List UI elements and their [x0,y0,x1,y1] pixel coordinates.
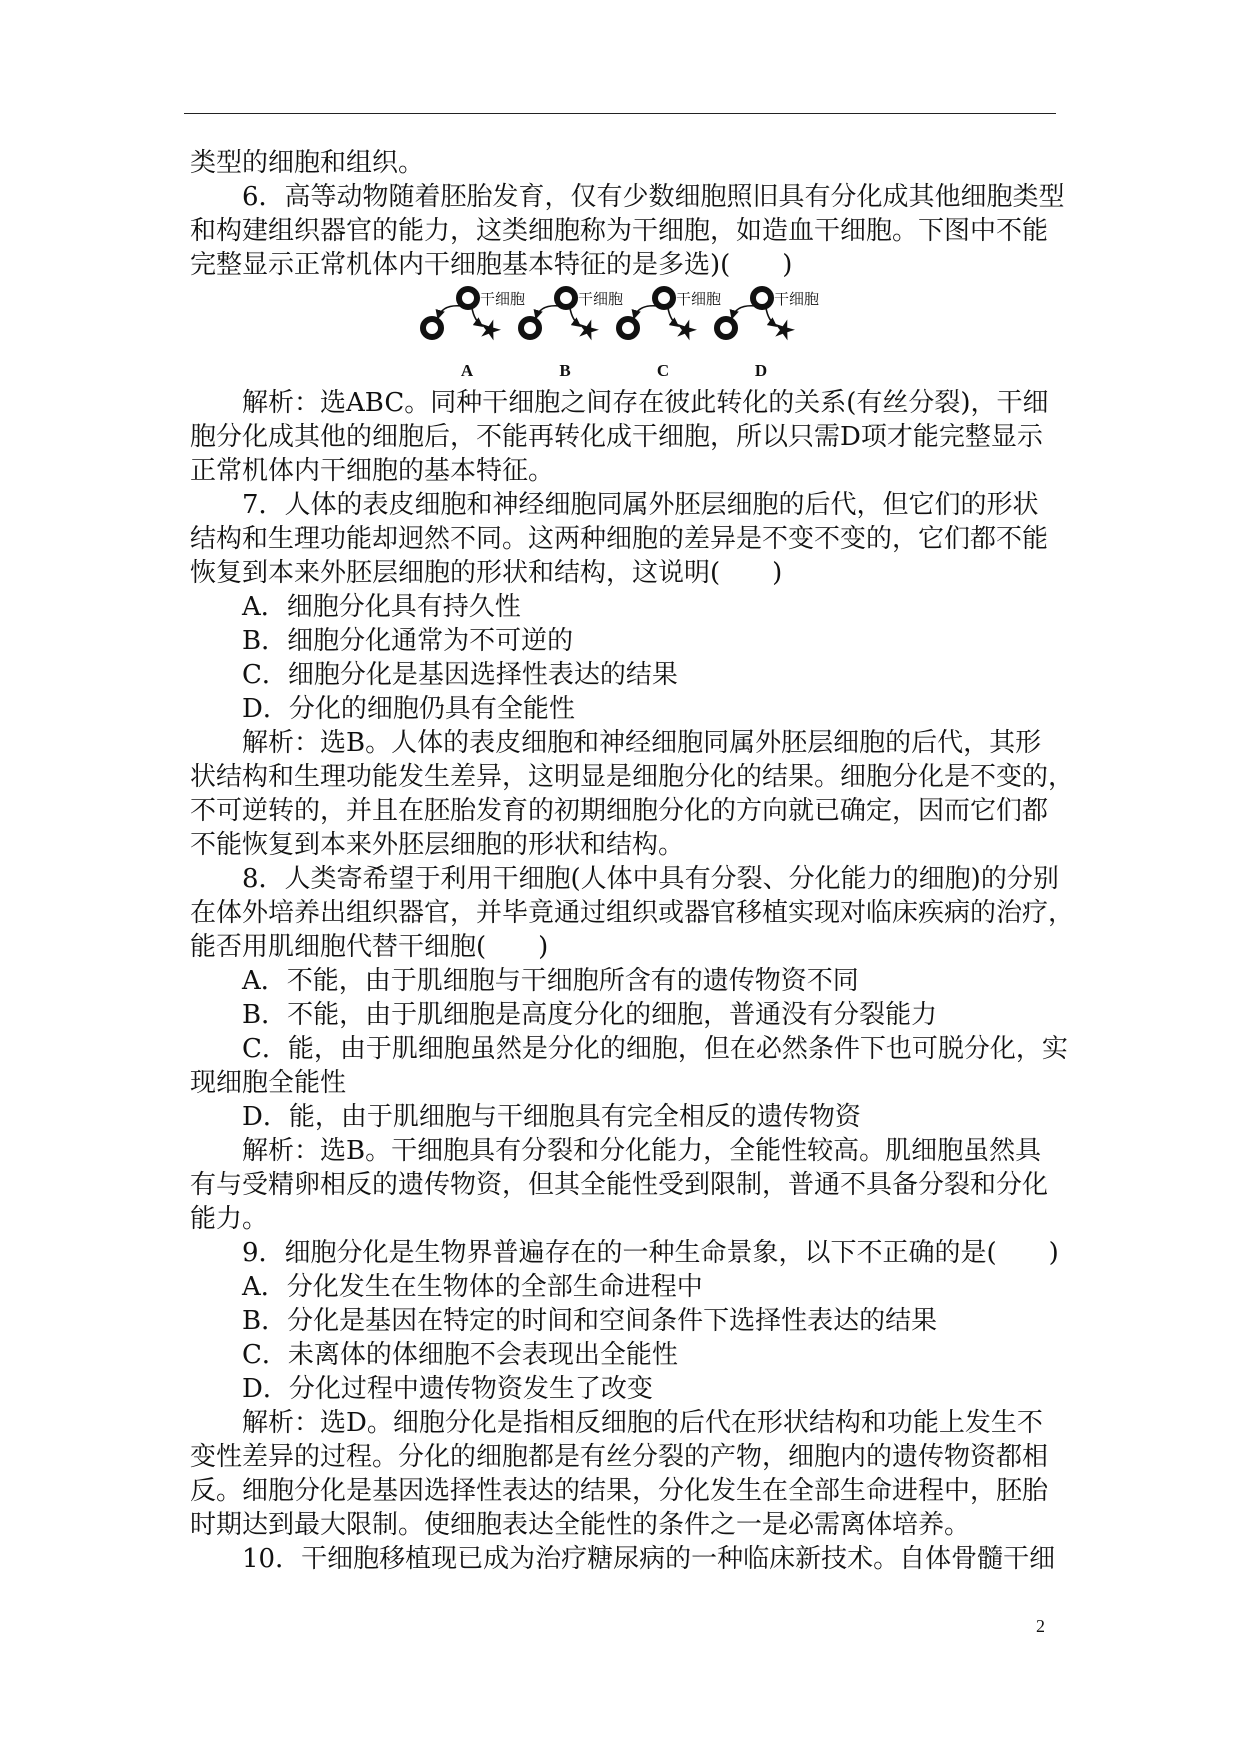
text-line: C．能，由于肌细胞虽然是分化的细胞，但在必然条件下也可脱分化，实 [242,1034,1068,1064]
arrow-to-cell [634,306,658,318]
text-line: B．细胞分化通常为不可逆的 [242,626,574,656]
panel-label: C [656,361,670,380]
panel-label: A [460,361,474,380]
stem-cell-icon [655,289,673,307]
text-line: D．分化的细胞仍具有全能性 [242,694,575,724]
text-line: 恢复到本来外胚层细胞的形状和结构，这说明( ) [190,558,783,588]
text-line: C．细胞分化是基因选择性表达的结果 [242,660,678,690]
arrow-to-cell [732,306,756,318]
text-line: 9．细胞分化是生物界普遍存在的一种生命景象，以下不正确的是( ) [242,1238,1059,1268]
text-line: 7．人体的表皮细胞和神经细胞同属外胚层细胞的后代，但它们的形状 [242,490,1039,520]
text-line: 有与受精卵相反的遗传物资，但其全能性受到限制，普通不具备分裂和分化 [190,1170,1049,1200]
text-line: A．分化发生在生物体的全部生命进程中 [242,1272,703,1302]
text-line: 解析：选D。细胞分化是指相反细胞的后代在形状结构和功能上发生不 [242,1408,1043,1438]
text-line: A．不能，由于肌细胞与干细胞所含有的遗传物资不同 [242,966,859,996]
text-line: B．分化是基因在特定的时间和空间条件下选择性表达的结果 [242,1306,938,1336]
text-line: 现细胞全能性 [190,1068,347,1098]
text-line: 正常机体内干细胞的基本特征。 [190,456,555,486]
text-block-before-figure [190,146,1065,282]
text-line: D．能，由于肌细胞与干细胞具有完全相反的遗传物资 [242,1102,861,1132]
text-line: B．不能，由于肌细胞是高度分化的细胞，普通没有分裂能力 [242,1000,938,1030]
differentiated-cell-icon [481,320,501,341]
panel-label: D [754,361,768,380]
text-line: 不能恢复到本来外胚层细胞的形状和结构。 [190,830,685,860]
text-line: 时期达到最大限制。使细胞表达全能性的条件之一是必需离体培养。 [190,1510,971,1540]
text-line: 解析：选B。干细胞具有分裂和分化能力，全能性较高。肌细胞虽然具 [242,1136,1042,1166]
header-rule [184,113,1056,114]
panel-label: B [559,361,571,380]
stem-cell-diagram [420,286,840,384]
text-line: 反。细胞分化是基因选择性表达的结果，分化发生在全部生命进程中，胚胎 [190,1476,1049,1506]
stem-cell-label: 干细胞 [774,290,820,308]
text-line: 变性差异的过程。分化的细胞都是有丝分裂的产物，细胞内的遗传物资都相 [190,1442,1049,1472]
arrow-to-cell [438,306,462,318]
stem-cell-icon [459,289,477,307]
stem-cell-figure [190,286,1050,384]
text-line: C．未离体的体细胞不会表现出全能性 [242,1340,678,1370]
text-line: 状结构和生理功能发生差异，这明显是细胞分化的结果。细胞分化是不变的， [190,762,1075,792]
text-line: 解析：选ABC。同种干细胞之间存在彼此转化的关系(有丝分裂)，干细 [242,388,1049,418]
arrow-to-differentiated [570,308,580,326]
text-line: A．细胞分化具有持久性 [242,592,521,622]
arrow-to-differentiated [766,308,776,326]
text-line: 8．人类寄希望于利用干细胞(人体中具有分裂、分化能力的细胞)的分别 [242,864,1059,894]
arrow-to-cell [536,306,560,318]
document-body [190,146,1075,1576]
text-line: 不可逆转的，并且在胚胎发育的初期细胞分化的方向就已确定，因而它们都 [190,796,1049,826]
text-line: 胞分化成其他的细胞后，不能再转化成干细胞，所以只需D项才能完整显示 [190,422,1043,452]
differentiated-cell-icon [579,320,599,341]
text-line: 能力。 [190,1204,269,1234]
stem-cell-label: 干细胞 [578,290,624,308]
text-block-after-figure [190,386,1075,1576]
cell-icon [423,319,441,337]
stem-cell-icon [753,289,771,307]
text-line: 在体外培养出组织器官，并毕竟通过组织或器官移植实现对临床疾病的治疗， [190,898,1075,928]
stem-cell-label: 干细胞 [480,290,526,308]
cell-icon [717,319,735,337]
stem-cell-icon [557,289,575,307]
cell-icon [619,319,637,337]
page-number: 2 [1036,1616,1045,1636]
text-line: D．分化过程中遗传物资发生了改变 [242,1374,653,1404]
cell-icon [521,319,539,337]
arrow-to-differentiated [472,308,482,326]
differentiated-cell-icon [677,320,697,341]
text-line: 结构和生理功能却迥然不同。这两种细胞的差异是不变不变的，它们都不能 [190,524,1049,554]
text-line: 完整显示正常机体内干细胞基本特征的是多选)( ) [190,250,793,280]
text-line: 和构建组织器官的能力，这类细胞称为干细胞，如造血干细胞。下图中不能 [190,216,1049,246]
arrow-to-differentiated [668,308,678,326]
text-line: 解析：选B。人体的表皮细胞和神经细胞同属外胚层细胞的后代，其形 [242,728,1042,758]
text-line: 类型的细胞和组织。 [190,148,425,178]
text-line: 6．高等动物随着胚胎发育，仅有少数细胞照旧具有分化成其他细胞类型 [242,182,1065,212]
stem-cell-label: 干细胞 [676,290,722,308]
text-line: 能否用肌细胞代替干细胞( ) [190,932,549,962]
differentiated-cell-icon [775,320,795,341]
text-line: 10．干细胞移植现已成为治疗糖尿病的一种临床新技术。自体骨髓干细 [242,1544,1056,1574]
